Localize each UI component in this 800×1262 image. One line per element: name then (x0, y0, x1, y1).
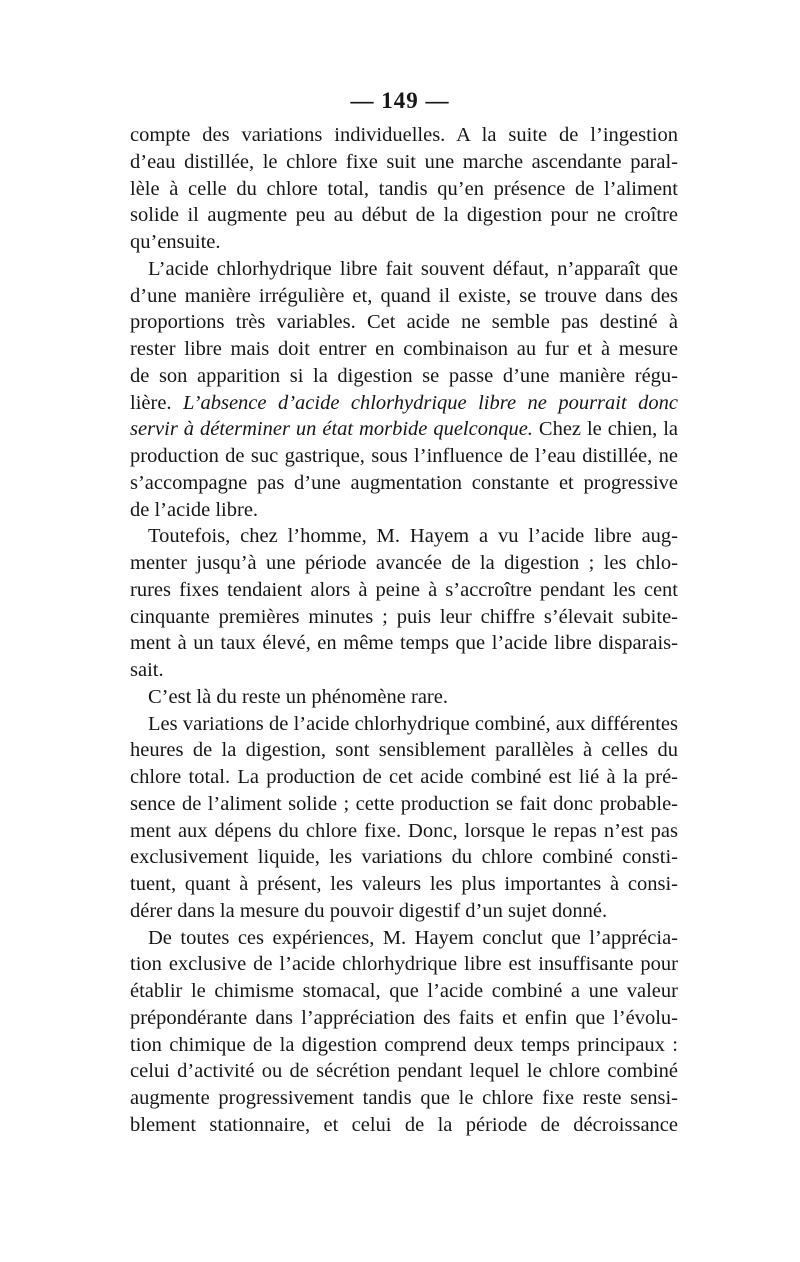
text-run: de son apparition si la digestion se passe d’une manière régu- (130, 364, 678, 387)
text-run: ment aux dépens du chlore fixe. Donc, lorsque le repas n’est pas (130, 819, 678, 842)
text-run: prépondérante dans l’appréciation des faits et enfin que l’évolu- (130, 1006, 678, 1029)
text-run: dérer dans la mesure du pouvoir digestif d’un sujet donné. (130, 899, 608, 922)
italic-run: servir à déterminer un état morbide quelconque. (130, 418, 533, 441)
text-run: Toutefois, chez l’homme, M. Hayem a vu l’acide libre aug- (148, 525, 678, 548)
text-line (130, 711, 678, 738)
text-run: de l’acide libre. (130, 498, 259, 521)
text-line (130, 202, 678, 229)
text-run: De toutes ces expériences, M. Hayem conclut que l’apprécia- (148, 926, 678, 949)
text-run: Chez le chien, la (532, 418, 678, 441)
text-line (130, 363, 678, 390)
text-run: solide il augmente peu au début de la digestion pour ne croître (130, 204, 678, 227)
text-run: tion chimique de la digestion comprend deux temps principaux : (130, 1033, 678, 1056)
text-run: tion exclusive de l’acide chlorhydrique libre est insuffisante pour (130, 953, 678, 976)
body-text (130, 122, 678, 1139)
text-line (130, 764, 678, 791)
text-run: L’acide chlorhydrique libre fait souvent défaut, n’apparaît que (148, 257, 678, 280)
text-run: s’accompagne pas d’une augmentation constante et progressive (130, 471, 678, 494)
text-line (130, 1085, 678, 1112)
text-line (130, 176, 678, 203)
page-number: — 149 — (350, 88, 450, 113)
text-run: production de suc gastrique, sous l’influence de l’eau distillée, ne (130, 445, 678, 467)
text-line (130, 1112, 678, 1139)
text-line (130, 416, 678, 443)
text-run: lèle à celle du chlore total, tandis qu’en présence de l’aliment (130, 177, 678, 200)
text-run: heures de la digestion, sont sensiblement parallèles à celles du (130, 739, 678, 762)
text-line (130, 818, 678, 845)
text-run: rures fixes tendaient alors à peine à s’accroître pendant les cent (130, 578, 678, 601)
text-run: lière. (130, 391, 183, 414)
text-line (130, 577, 678, 604)
text-line (130, 684, 678, 711)
text-run: menter jusqu’à une période avancée de la digestion ; les chlo- (130, 552, 678, 574)
text-line (130, 122, 678, 149)
text-line (130, 871, 678, 898)
text-run: exclusivement liquide, les variations du chlore combiné consti- (130, 846, 678, 869)
text-run: chlore total. La production de cet acide combiné est lié à la pré- (130, 766, 678, 788)
text-run: sait. (130, 659, 164, 681)
text-run: proportions très variables. Cet acide ne semble pas destiné à (130, 311, 678, 334)
text-line (130, 844, 678, 871)
text-line (130, 229, 678, 256)
text-run: blement stationnaire, et celui de la période de décroissance (130, 1113, 678, 1136)
text-line (130, 149, 678, 176)
text-line (130, 390, 678, 417)
text-run: d’une manière irrégulière et, quand il existe, se trouve dans des (130, 284, 678, 307)
text-line (130, 978, 678, 1005)
text-line (130, 523, 678, 550)
text-line (130, 630, 678, 657)
text-run: C’est là du reste un phénomène rare. (148, 685, 448, 708)
text-run: celui d’activité ou de sécrétion pendant lequel le chlore combiné (130, 1060, 678, 1083)
text-line (130, 657, 678, 684)
text-run: cinquante premières minutes ; puis leur chiffre s’élevait subite- (130, 605, 678, 628)
text-run: d’eau distillée, le chlore fixe suit une marche ascendante paral- (130, 150, 678, 173)
text-run: augmente progressivement tandis que le chlore fixe reste sensi- (130, 1087, 678, 1109)
text-line (130, 1058, 678, 1085)
text-line (130, 951, 678, 978)
text-line (130, 791, 678, 818)
text-line (130, 737, 678, 764)
text-run: rester libre mais doit entrer en combinaison au fur et à mesure (130, 338, 678, 360)
italic-run: L’absence d’acide chlorhydrique libre ne pourrait donc (183, 391, 678, 414)
text-line (130, 309, 678, 336)
text-run: compte des variations individuelles. A la suite de l’ingestion (130, 124, 678, 146)
text-line (130, 336, 678, 363)
text-line (130, 1005, 678, 1032)
text-line (130, 443, 678, 470)
text-run: qu’ensuite. (130, 231, 221, 253)
text-run: sence de l’aliment solide ; cette production se fait donc probable- (130, 792, 678, 815)
text-line (130, 470, 678, 497)
text-line (130, 283, 678, 310)
text-line (130, 604, 678, 631)
text-line (130, 497, 678, 524)
text-run: ment à un taux élevé, en même temps que l’acide libre disparais- (130, 632, 678, 655)
text-line (130, 550, 678, 577)
text-line (130, 1032, 678, 1059)
text-run: Les variations de l’acide chlorhydrique combiné, aux différentes (148, 712, 678, 735)
text-line (130, 925, 678, 952)
text-line (130, 898, 678, 925)
text-run: établir le chimisme stomacal, que l’acide combiné a une valeur (130, 980, 678, 1002)
text-line (130, 256, 678, 283)
text-run: tuent, quant à présent, les valeurs les plus importantes à consi- (130, 873, 678, 895)
